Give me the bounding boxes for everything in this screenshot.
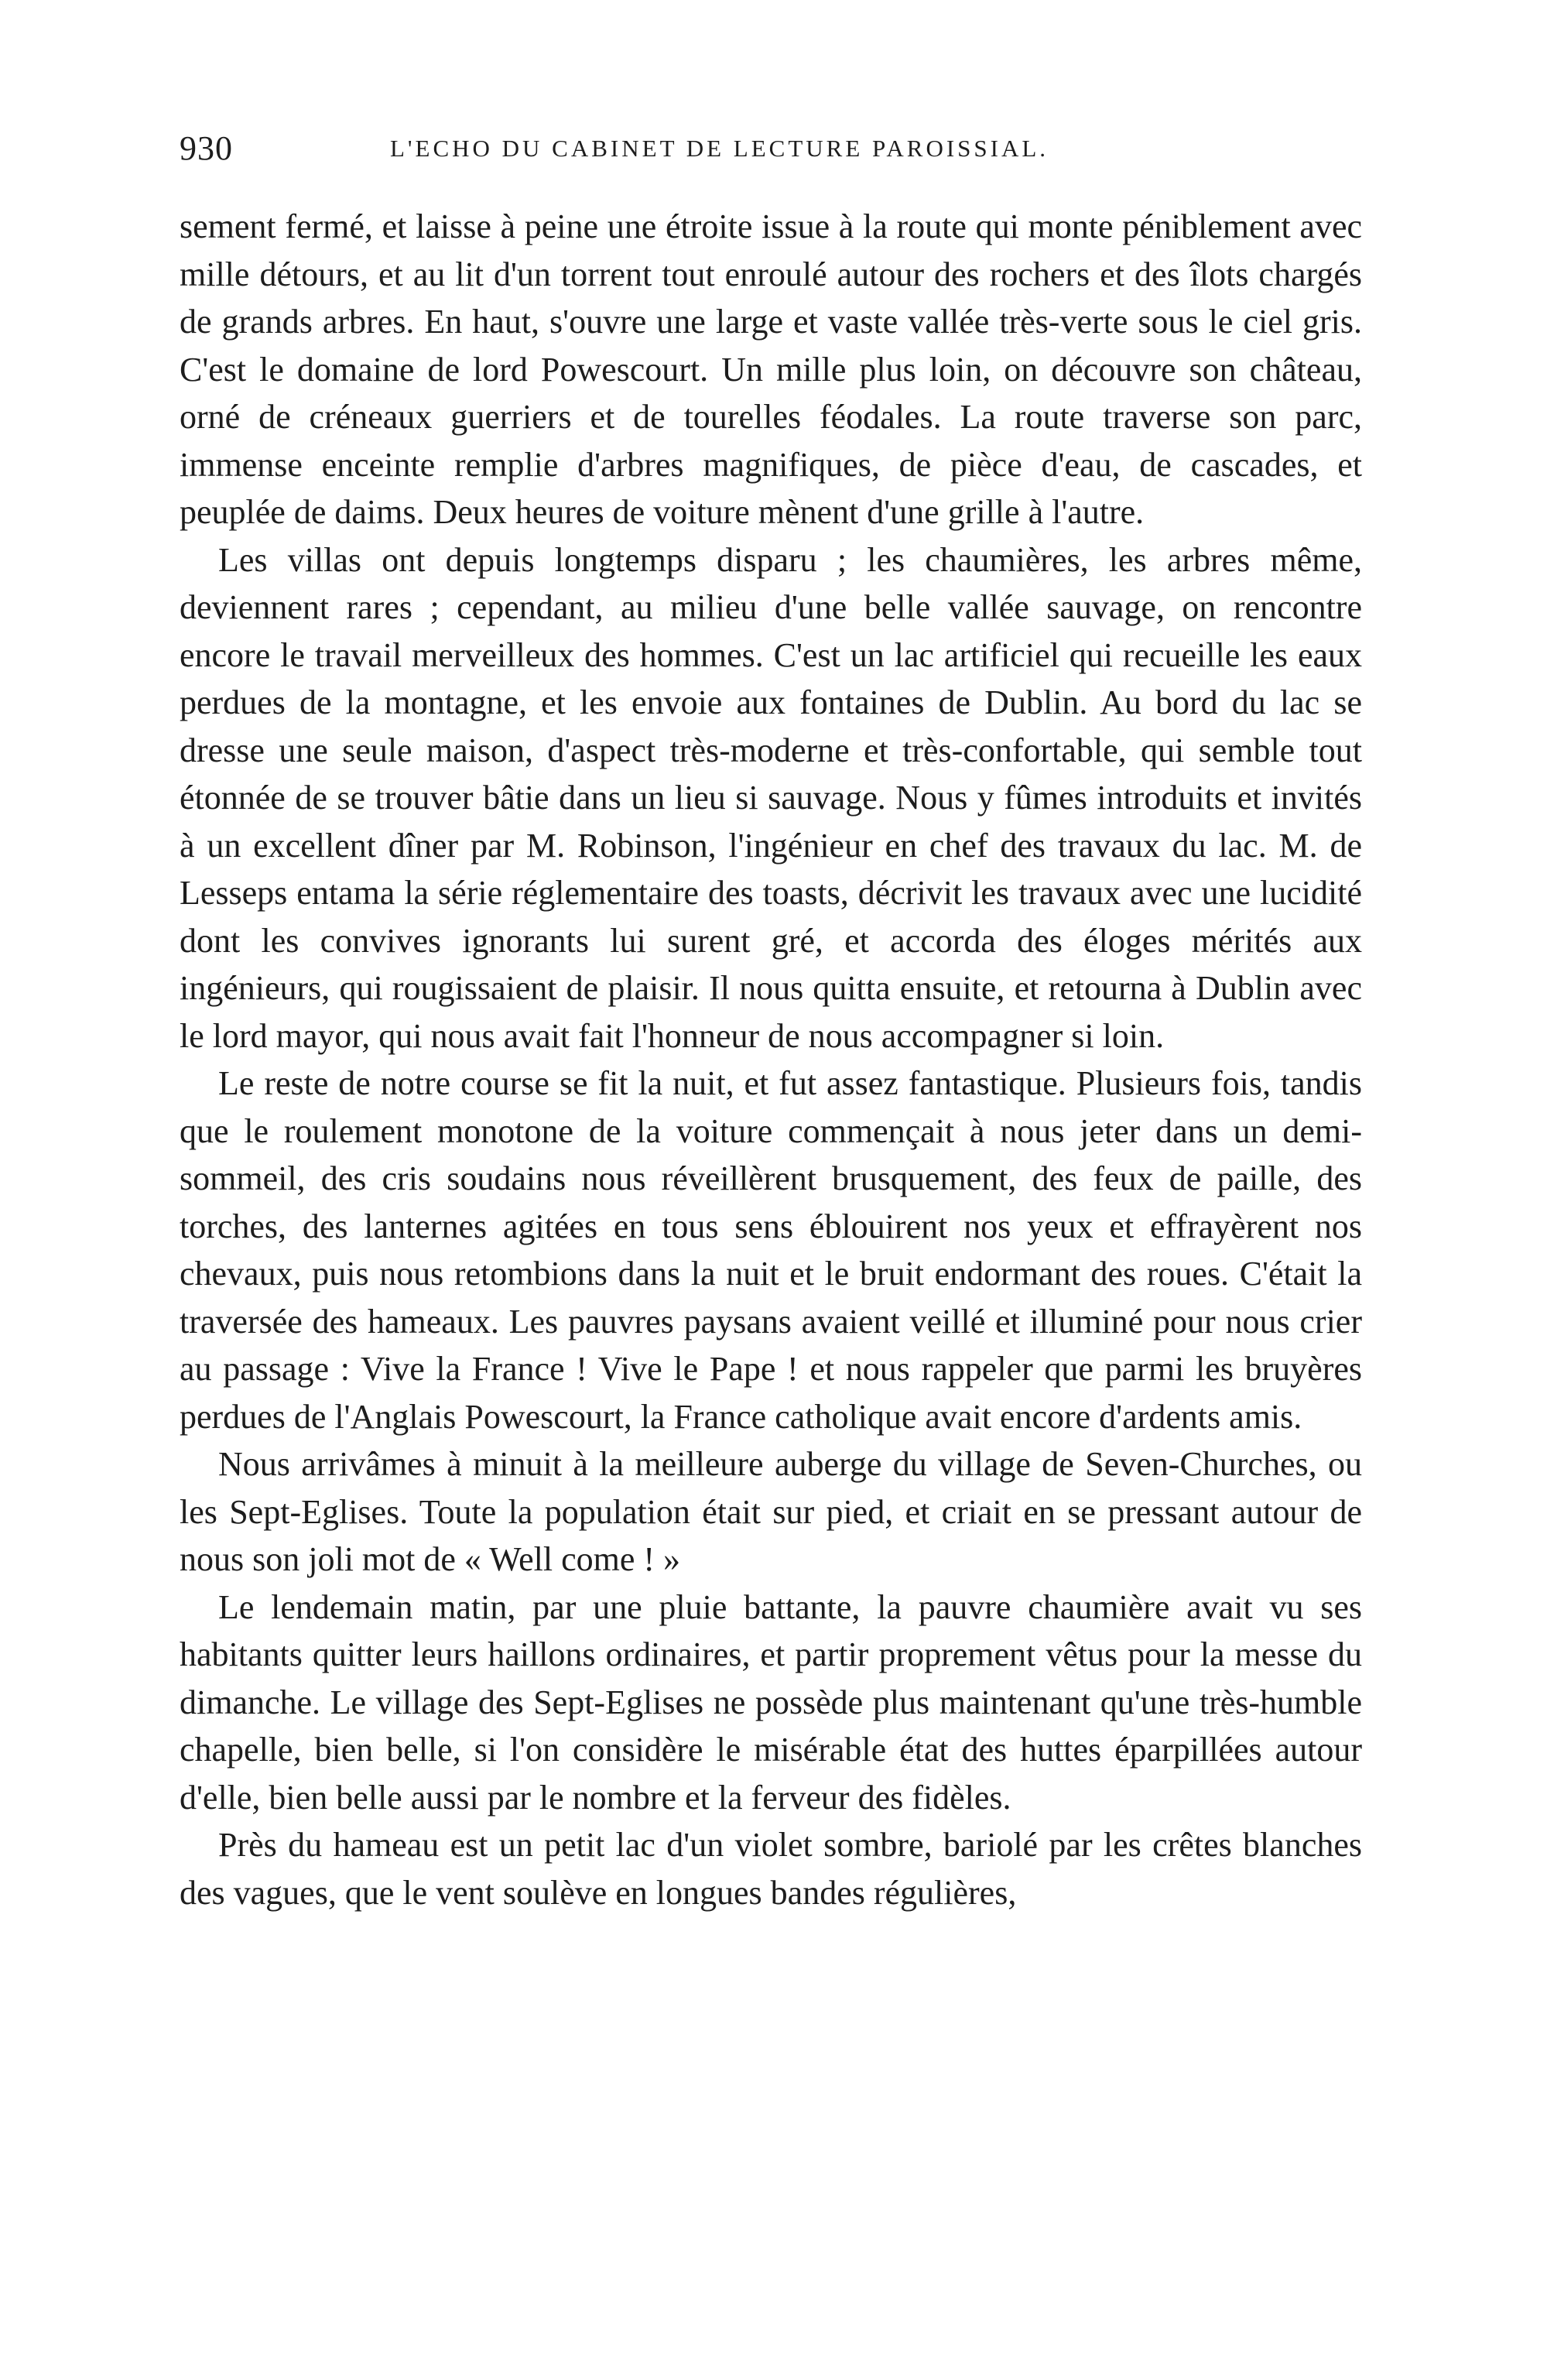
running-title: L'ECHO DU CABINET DE LECTURE PAROISSIAL. (390, 135, 1049, 162)
paragraph-2: Les villas ont depuis longtemps disparu ; les chaumières, les arbres même, deviennent rares ; cependant, au milieu d'une belle vallée sauvage, on rencontre encore le travail merveilleux des hommes. C'est un lac artificiel qui recueille les eaux perdues de la montagne, et les envoie aux fontaines de Dublin. Au bord du lac se dresse une seule maison, d'aspect très-moderne et très-confortable, qui semble tout étonnée de se trouver bâtie dans un lieu si sauvage. Nous y fûmes introduits et invités à un excellent dîner par M. Robinson, l'ingénieur en chef des travaux du lac. M. de Lesseps entama la série réglementaire des toasts, décrivit les travaux avec une lucidité dont les convives ignorants lui surent gré, et accorda des éloges mérités aux ingénieurs, qui rougissaient de plaisir. Il nous quitta ensuite, et retourna à Dublin avec le lord mayor, qui nous avait fait l'honneur de nous accompagner si loin. (180, 540, 1362, 1055)
page-number: 930 (180, 129, 233, 167)
paragraph-1: sement fermé, et laisse à peine une étroite issue à la route qui monte péniblement avec mille détours, et au lit d'un torrent tout enroulé autour des rochers et des îlots chargés de grands arbres. En haut, s'ouvre une large et vaste vallée très-verte sous le ciel gris. C'est le domaine de lord Powescourt. Un mille plus loin, on découvre son château, orné de créneaux guerriers et de tourelles féodales. La route traverse son parc, immense enceinte remplie d'arbres magnifiques, de pièce d'eau, de cascades, et peuplée de daims. Deux heures de voiture mènent d'une grille à l'autre. (180, 207, 1362, 531)
paragraph-6: Près du hameau est un petit lac d'un violet sombre, bariolé par les crêtes blanches des vagues, que le vent soulève en longues bandes régulières, (180, 1826, 1362, 1912)
body-text (180, 203, 1362, 1916)
page-header (180, 128, 1387, 175)
paragraph-4: Nous arrivâmes à minuit à la meilleure auberge du village de Seven-Churches, ou les Sept-Eglises. Toute la population était sur pied, et criait en se pressant autour de nous son joli mot de « Well come ! » (180, 1445, 1362, 1578)
paragraph-3: Le reste de notre course se fit la nuit, et fut assez fantastique. Plusieurs fois, tandis que le roulement monotone de la voiture commençait à nous jeter dans un demi-sommeil, des cris soudains nous réveillèrent brusquement, des feux de paille, des torches, des lanternes agitées en tous sens éblouirent nos yeux et effrayèrent nos chevaux, puis nous retombions dans la nuit et le bruit endormant des roues. C'était la traversée des hameaux. Les pauvres paysans avaient veillé et illuminé pour nous crier au passage : Vive la France ! Vive le Pape ! et nous rappeler que parmi les bruyères perdues de l'Anglais Powescourt, la France catholique avait encore d'ardents amis. (180, 1064, 1362, 1436)
paragraph-5: Le lendemain matin, par une pluie battante, la pauvre chaumière avait vu ses habitants quitter leurs haillons ordinaires, et partir proprement vêtus pour la messe du dimanche. Le village des Sept-Eglises ne possède plus maintenant qu'une très-humble chapelle, bien belle, si l'on considère le misérable état des huttes éparpillées autour d'elle, bien belle aussi par le nombre et la ferveur des fidèles. (180, 1587, 1362, 1817)
